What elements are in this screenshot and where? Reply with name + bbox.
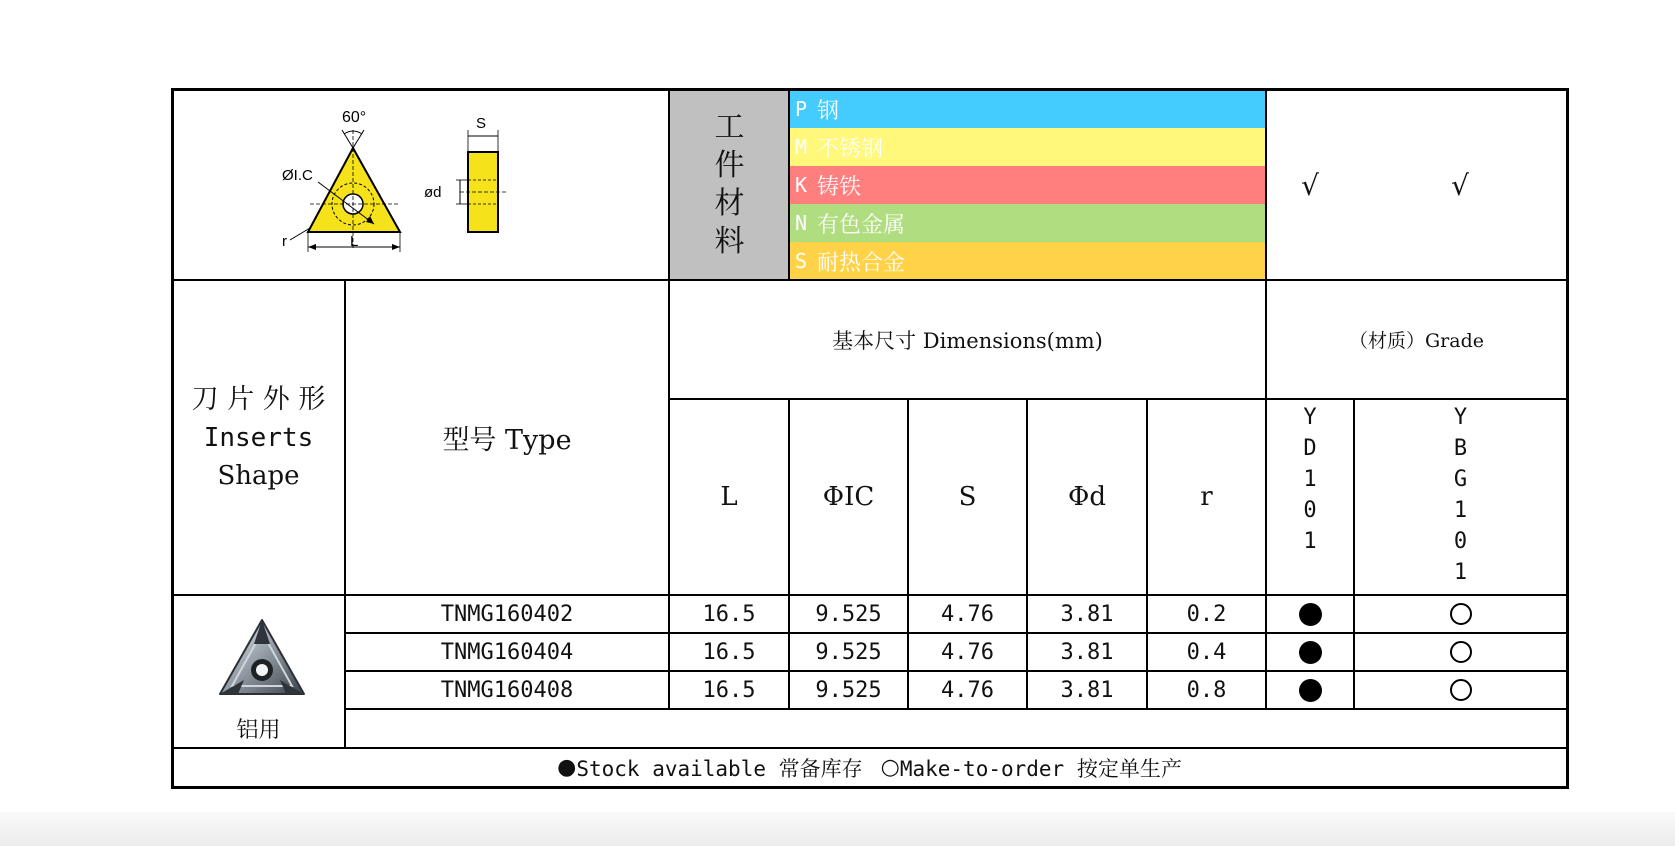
material-row-m xyxy=(789,128,1266,166)
workpiece-material-char: 件 xyxy=(714,148,745,183)
type-cell: TNMG160402 xyxy=(440,601,574,627)
grade2-availability-cell xyxy=(1355,596,1566,632)
material-row-p xyxy=(789,90,1266,128)
material-code: N xyxy=(795,211,808,235)
grade-header-ybg101 xyxy=(1355,400,1566,594)
shape-title-en-1: Inserts xyxy=(203,422,314,453)
grade-letter: 0 xyxy=(1303,498,1317,523)
check-mark-grade-2: √ xyxy=(1451,168,1469,202)
shape-title-en-2: Shape xyxy=(217,460,300,491)
dim-header-ic: ΦIC xyxy=(822,482,875,512)
grade1-availability-cell xyxy=(1267,672,1353,708)
ic-label: ØI.C xyxy=(282,167,313,184)
dim-header-l: L xyxy=(720,482,738,512)
stock-legend-text: Stock available 常备库存 xyxy=(576,756,863,781)
check-mark-grade-1: √ xyxy=(1301,168,1319,202)
order-legend-symbol: ○ xyxy=(880,755,900,780)
workpiece-material-char: 工 xyxy=(714,110,745,145)
grade-letter: Y xyxy=(1303,405,1317,430)
s-cell: 4.76 xyxy=(941,639,994,665)
grade2-availability-cell xyxy=(1355,634,1566,670)
material-name: 不锈钢 xyxy=(817,136,884,162)
s-label: S xyxy=(476,115,487,132)
make-to-order-marker xyxy=(1450,679,1472,701)
order-legend-text: Make-to-order 按定单生产 xyxy=(899,756,1182,781)
grade-header-yd101 xyxy=(1267,400,1353,594)
d-label: ød xyxy=(424,184,442,201)
material-row-s xyxy=(789,242,1266,280)
d-cell: 3.81 xyxy=(1060,639,1114,665)
stock-available-marker xyxy=(1299,603,1322,626)
grade-letter: B xyxy=(1453,436,1468,461)
shape-title-cn: 刀 片 外 形 xyxy=(191,383,326,415)
workpiece-material-label xyxy=(670,90,789,280)
insert-geometry-diagram xyxy=(270,100,530,262)
ic-cell: 9.525 xyxy=(815,601,882,627)
make-to-order-marker xyxy=(1450,603,1472,625)
dim-header-r: r xyxy=(1200,482,1213,512)
workpiece-material-char: 材 xyxy=(714,186,745,221)
inserts-shape-title xyxy=(173,281,344,594)
l-label: L xyxy=(350,233,359,250)
grade-letter: 0 xyxy=(1453,529,1468,554)
grade1-availability-cell xyxy=(1267,634,1353,670)
ic-cell: 9.525 xyxy=(815,677,882,703)
grade-letter: Y xyxy=(1453,405,1468,430)
grade-letter: 1 xyxy=(1453,498,1468,523)
material-code: S xyxy=(795,249,808,273)
workpiece-material-char: 料 xyxy=(714,224,745,259)
material-name: 钢 xyxy=(817,98,840,124)
insert-caption: 铝用 xyxy=(236,718,281,743)
dim-header-d: Φd xyxy=(1068,482,1106,512)
material-row-k xyxy=(789,166,1266,204)
page-bottom-shade xyxy=(0,812,1675,846)
type-cell: TNMG160408 xyxy=(440,677,574,703)
grade-letter: 1 xyxy=(1303,467,1317,492)
stock-available-marker xyxy=(1299,641,1322,664)
grade-title: （材质）Grade xyxy=(1349,330,1484,352)
dimensions-title: 基本尺寸 Dimensions(mm) xyxy=(832,328,1103,353)
l-cell: 16.5 xyxy=(702,601,756,627)
l-cell: 16.5 xyxy=(702,639,756,665)
d-cell: 3.81 xyxy=(1060,677,1114,703)
s-cell: 4.76 xyxy=(941,601,994,627)
s-cell: 4.76 xyxy=(941,677,994,703)
material-name: 耐热合金 xyxy=(817,250,906,276)
material-code: P xyxy=(795,97,808,121)
grade-letter: G xyxy=(1453,467,1468,492)
material-name: 铸铁 xyxy=(817,174,862,200)
grade1-availability-cell xyxy=(1267,596,1353,632)
material-name: 有色金属 xyxy=(817,212,906,238)
d-cell: 3.81 xyxy=(1060,601,1114,627)
make-to-order-marker xyxy=(1450,641,1472,663)
material-code: K xyxy=(795,173,808,197)
grade-letter: D xyxy=(1303,436,1317,461)
stock-legend-symbol: ● xyxy=(557,755,577,780)
r-label: r xyxy=(282,233,287,250)
dim-header-s: S xyxy=(958,482,977,512)
type-cell: TNMG160404 xyxy=(440,639,574,665)
material-row-n xyxy=(789,204,1266,242)
material-code: M xyxy=(795,135,808,159)
r-cell: 0.4 xyxy=(1186,639,1227,665)
legend xyxy=(173,749,1566,786)
insert-photo xyxy=(214,614,310,704)
grade-letter: 1 xyxy=(1453,560,1468,585)
grade2-availability-cell xyxy=(1355,672,1566,708)
r-cell: 0.2 xyxy=(1186,601,1227,627)
ic-cell: 9.525 xyxy=(815,639,882,665)
r-cell: 0.8 xyxy=(1186,677,1227,703)
angle-label: 60° xyxy=(342,109,367,126)
type-title: 型号 Type xyxy=(442,425,572,456)
grade-letter: 1 xyxy=(1303,529,1317,554)
l-cell: 16.5 xyxy=(702,677,756,703)
stock-available-marker xyxy=(1299,679,1322,702)
